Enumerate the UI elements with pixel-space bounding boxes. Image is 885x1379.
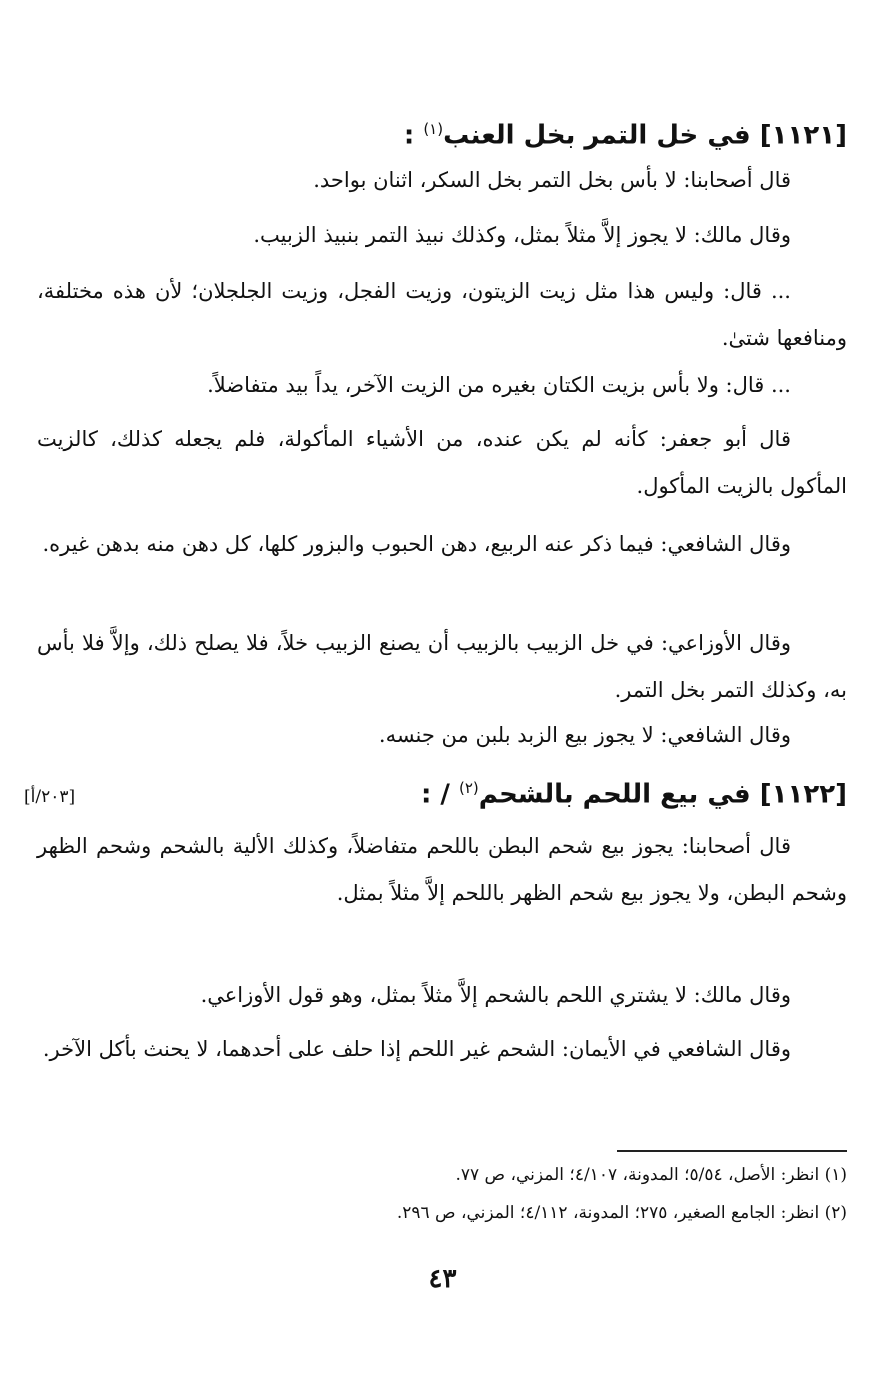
paragraph: وقال الشافعي: لا يجوز بيع الزبد بلبن من جنسه. — [378, 723, 791, 747]
paragraph: قال أبو جعفر: كأنه لم يكن عنده، من الأشياء المأكولة، فلم يجعله كذلك، كالزيت المأكول بالزيت المأكول. — [37, 427, 847, 498]
page-number: ٤٣ — [428, 1264, 457, 1294]
heading-tail: / : — [420, 779, 450, 810]
footnote: (١) انظر: الأصل، ٥/٥٤؛ المدونة، ٤/١٠٧؛ المزني، ص ٧٧. — [455, 1165, 847, 1185]
section-number: [١١٢٢] — [759, 779, 847, 810]
section-title: في بيع اللحم بالشحم — [478, 779, 751, 810]
paragraph: قال أصحابنا: يجوز بيع شحم البطن باللحم متفاضلاً، وكذلك الألية بالشحم وشحم الظهر وشحم البطن، ولا يجوز بيع شحم الظهر باللحم إلاَّ مثلاً بمثل. — [37, 834, 847, 905]
section-title: في خل التمر بخل العنب — [443, 120, 751, 151]
footnote: (٢) انظر: الجامع الصغير، ٢٧٥؛ المدونة، ٤/١١٢؛ المزني، ص ٢٩٦. — [396, 1203, 847, 1223]
paragraph: وقال مالك: لا يشتري اللحم بالشحم إلاَّ مثلاً بمثل، وهو قول الأوزاعي. — [200, 983, 791, 1007]
section-heading-1122 — [421, 771, 847, 812]
heading-tail: : — [403, 120, 415, 151]
footnote-marker: (٢) — [458, 779, 479, 797]
paragraph: قال أصحابنا: لا بأس بخل التمر بخل السكر، اثنان بواحد. — [313, 168, 791, 192]
paragraph: وقال مالك: لا يجوز إلاَّ مثلاً بمثل، وكذلك نبيذ التمر بنبيذ الزبيب. — [253, 223, 791, 247]
paragraph: وقال الشافعي: فيما ذكر عنه الربيع، دهن الحبوب والبزور كلها، كل دهن منه بدهن غيره. — [42, 532, 791, 556]
section-number: [١١٢١] — [759, 120, 847, 151]
manuscript-folio-reference: [٢٠٣/أ] — [24, 787, 76, 807]
paragraph: ... قال: ولا بأس بزيت الكتان بغيره من الزيت الآخر، يداً بيد متفاضلاً. — [207, 373, 791, 397]
paragraph: وقال الشافعي في الأيمان: الشحم غير اللحم إذا حلف على أحدهما، لا يحنث بأكل الآخر. — [42, 1037, 791, 1061]
paragraph: ... قال: وليس هذا مثل زيت الزيتون، وزيت الفجل، وزيت الجلجلان؛ لأن هذه مختلفة، ومنافعها شتىٰ. — [37, 279, 847, 350]
paragraph: وقال الأوزاعي: في خل الزبيب بالزبيب أن يصنع الزبيب خلاً، فلا يصلح ذلك، وإلاَّ فلا بأس به، وكذلك التمر بخل التمر. — [37, 631, 847, 702]
section-heading-1121 — [404, 112, 847, 153]
footnote-marker: (١) — [423, 120, 444, 138]
footnote-separator — [617, 1150, 847, 1152]
